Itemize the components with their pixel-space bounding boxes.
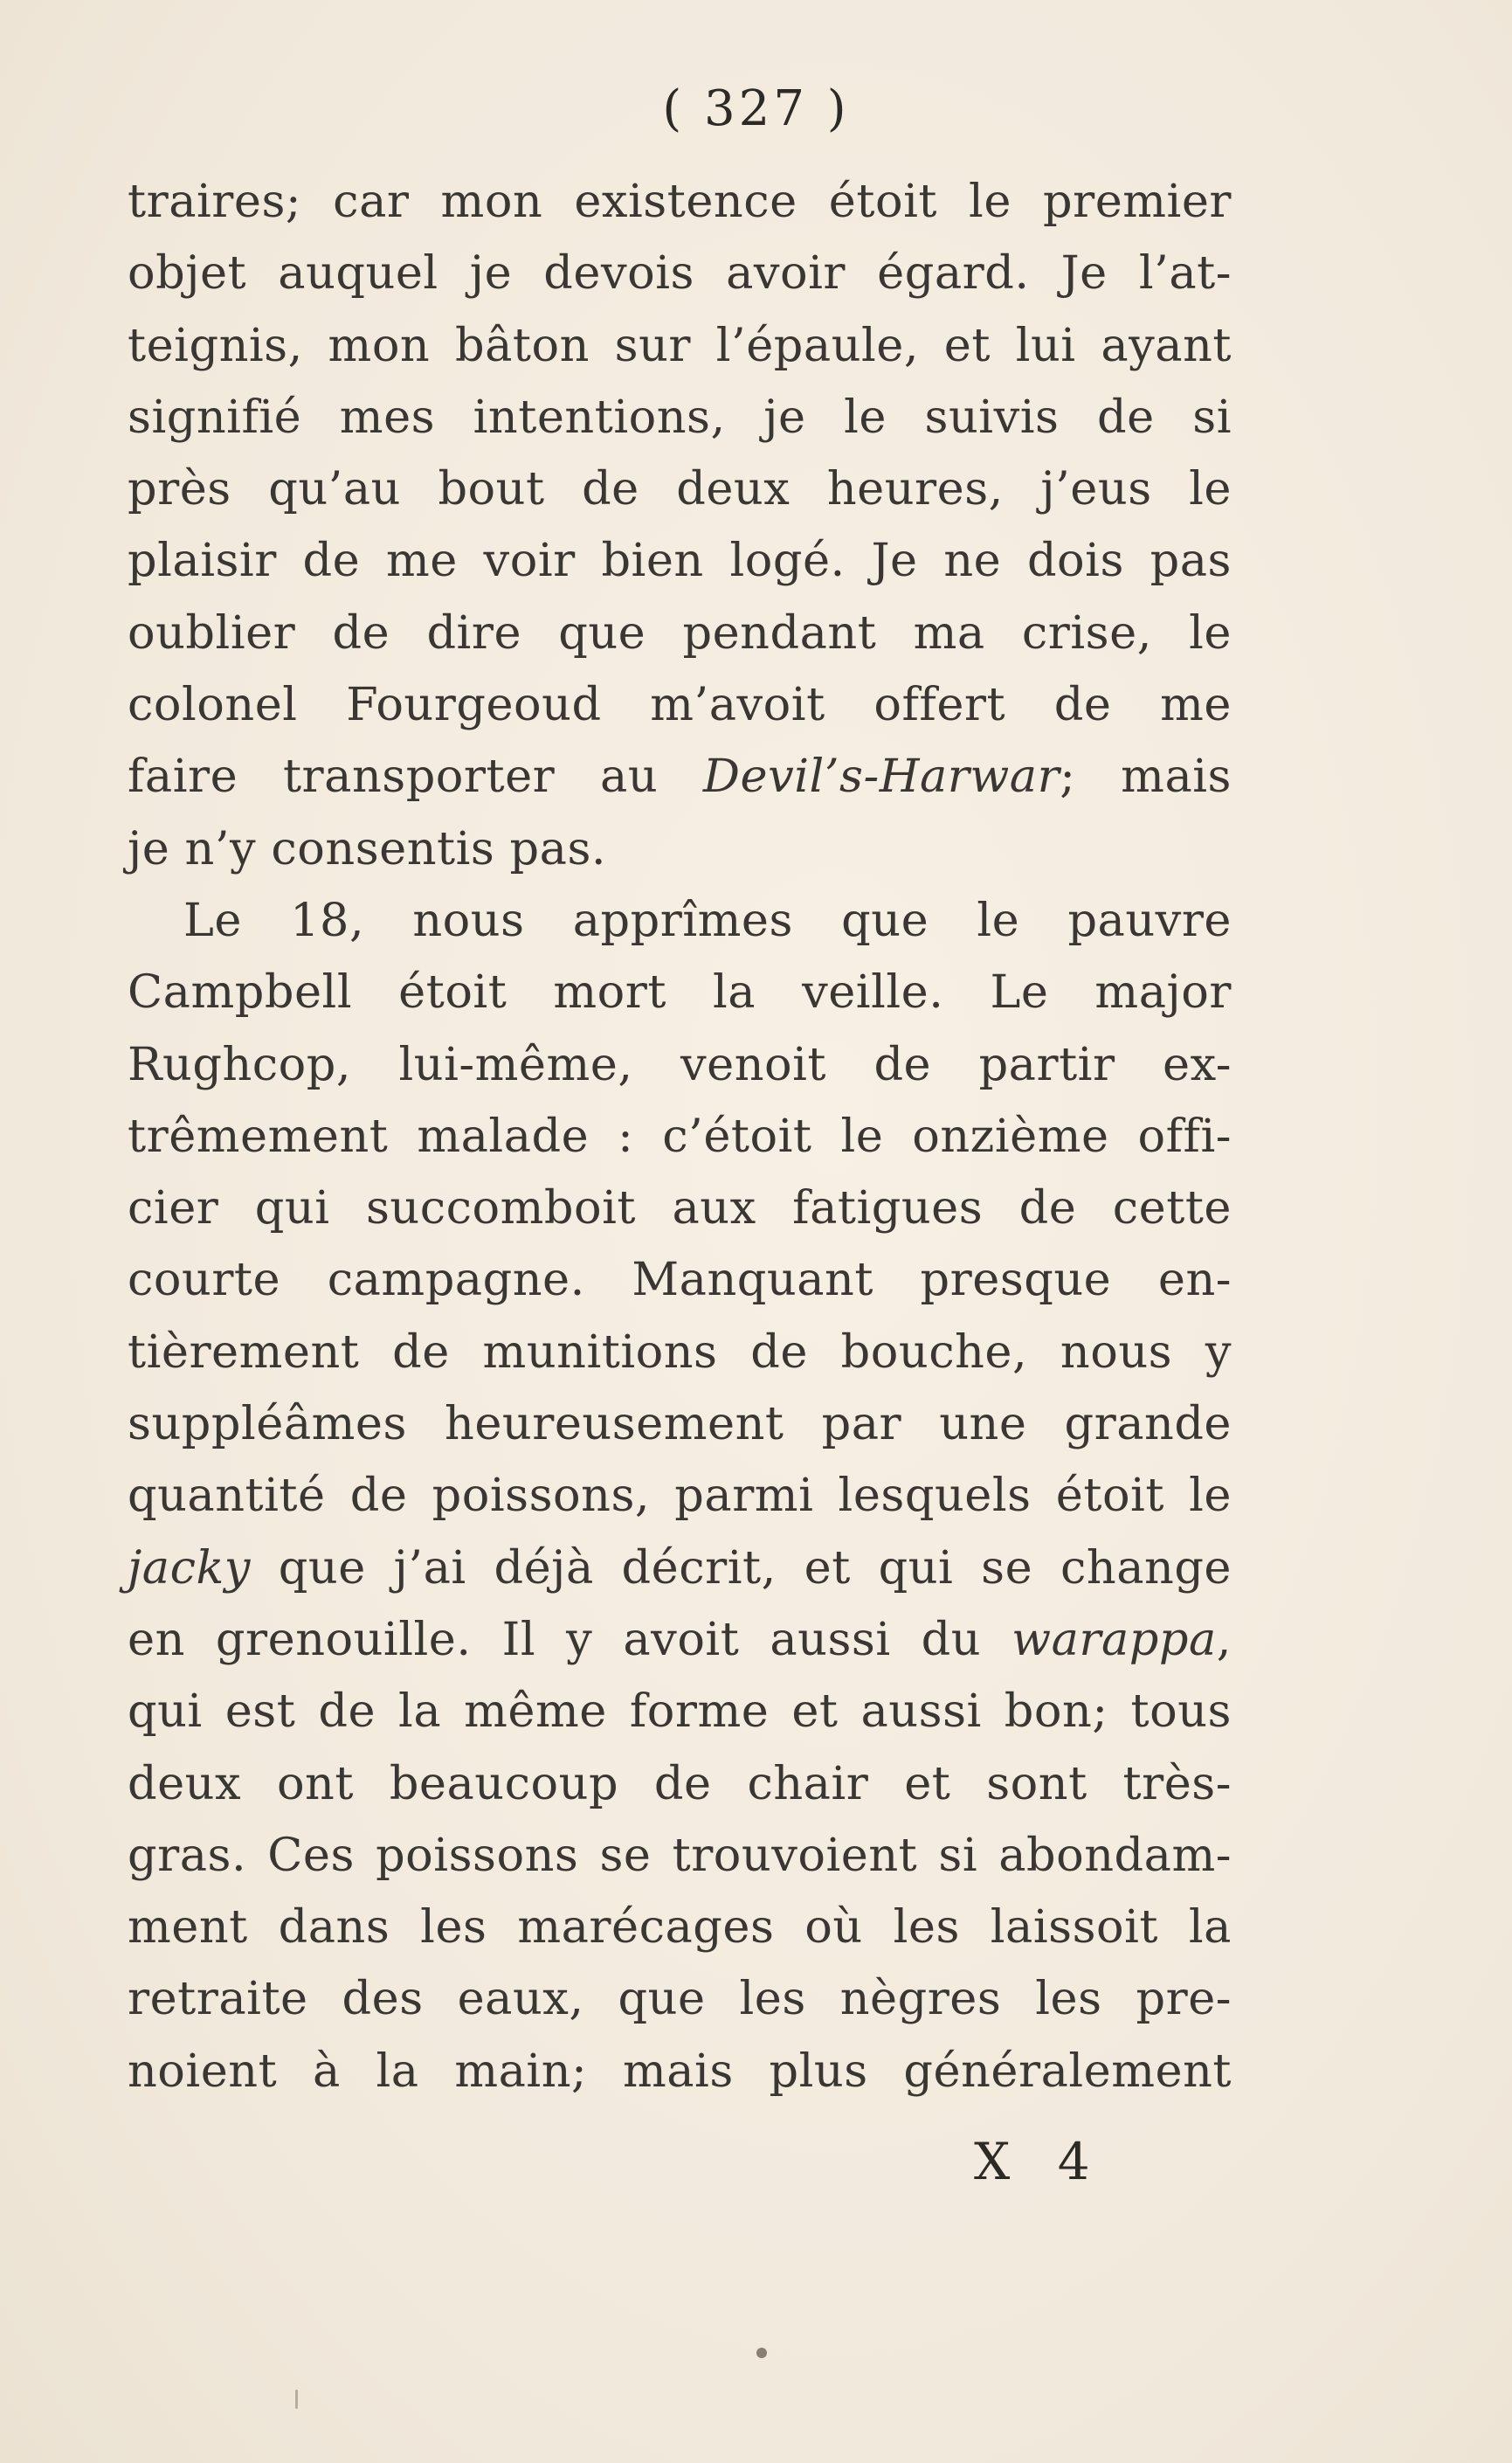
place-name-italic: Devil’s-Harwar bbox=[702, 750, 1060, 804]
text-line: trêmement malade : c’étoit le onzième offi- bbox=[128, 1109, 1232, 1163]
text-line: deux ont beaucoup de chair et sont très- bbox=[128, 1756, 1232, 1810]
text-line: suppléâmes heureusement par une grande bbox=[128, 1397, 1232, 1451]
text-line: je n’y consentis pas. bbox=[128, 821, 607, 875]
text-line: en grenouille. Il y avoit aussi du warappa, bbox=[128, 1612, 1232, 1666]
paper-speck bbox=[295, 2390, 298, 2409]
text-line: courte campagne. Manquant presque en- bbox=[128, 1253, 1232, 1307]
text-line: gras. Ces poissons se trouvoient si abondam- bbox=[128, 1828, 1232, 1882]
text-line: plaisir de me voir bien logé. Je ne dois pas bbox=[128, 534, 1232, 588]
text-line: quantité de poissons, parmi lesquels étoit le bbox=[128, 1469, 1232, 1523]
text-line: noient à la main; mais plus généralement bbox=[128, 2044, 1232, 2098]
page-number: ( 327 ) bbox=[662, 80, 850, 137]
text-line: traires; car mon existence étoit le premier bbox=[128, 175, 1232, 228]
text-line: cier qui succomboit aux fatigues de cette bbox=[128, 1181, 1232, 1235]
text-line: Rughcop, lui-même, venoit de partir ex- bbox=[128, 1037, 1232, 1091]
text-line: teignis, mon bâton sur l’épaule, et lui ayant bbox=[128, 318, 1232, 372]
text-line: retraite des eaux, que les nègres les pre- bbox=[128, 1972, 1232, 2026]
text-line: objet auquel je devois avoir égard. Je l’at- bbox=[128, 246, 1232, 301]
signature-mark: X 4 bbox=[974, 2132, 1106, 2191]
text-line: près qu’au bout de deux heures, j’eus le bbox=[128, 462, 1232, 516]
body-text bbox=[128, 166, 1232, 2107]
text-line: colonel Fourgeoud m’avoit offert de me bbox=[128, 678, 1232, 732]
paper-speck bbox=[756, 2348, 767, 2358]
fish-name-italic: jacky bbox=[128, 1540, 251, 1595]
fish-name-italic: warappa bbox=[1011, 1612, 1217, 1666]
text-line: jacky que j’ai déjà décrit, et qui se change bbox=[128, 1540, 1232, 1595]
text-line: qui est de la même forme et aussi bon; tous bbox=[128, 1685, 1232, 1739]
text-line: faire transporter au Devil’s-Harwar; mais bbox=[128, 750, 1232, 804]
text-line: Le 18, nous apprîmes que le pauvre bbox=[183, 893, 1232, 947]
text-line: Campbell étoit mort la veille. Le major bbox=[128, 965, 1232, 1020]
text-line: tièrement de munitions de bouche, nous y bbox=[128, 1325, 1232, 1379]
text-line: ment dans les marécages où les laissoit la bbox=[128, 1900, 1232, 1954]
text-line: oublier de dire que pendant ma crise, le bbox=[128, 605, 1232, 660]
text-line: signifié mes intentions, je le suivis de si bbox=[128, 390, 1232, 444]
